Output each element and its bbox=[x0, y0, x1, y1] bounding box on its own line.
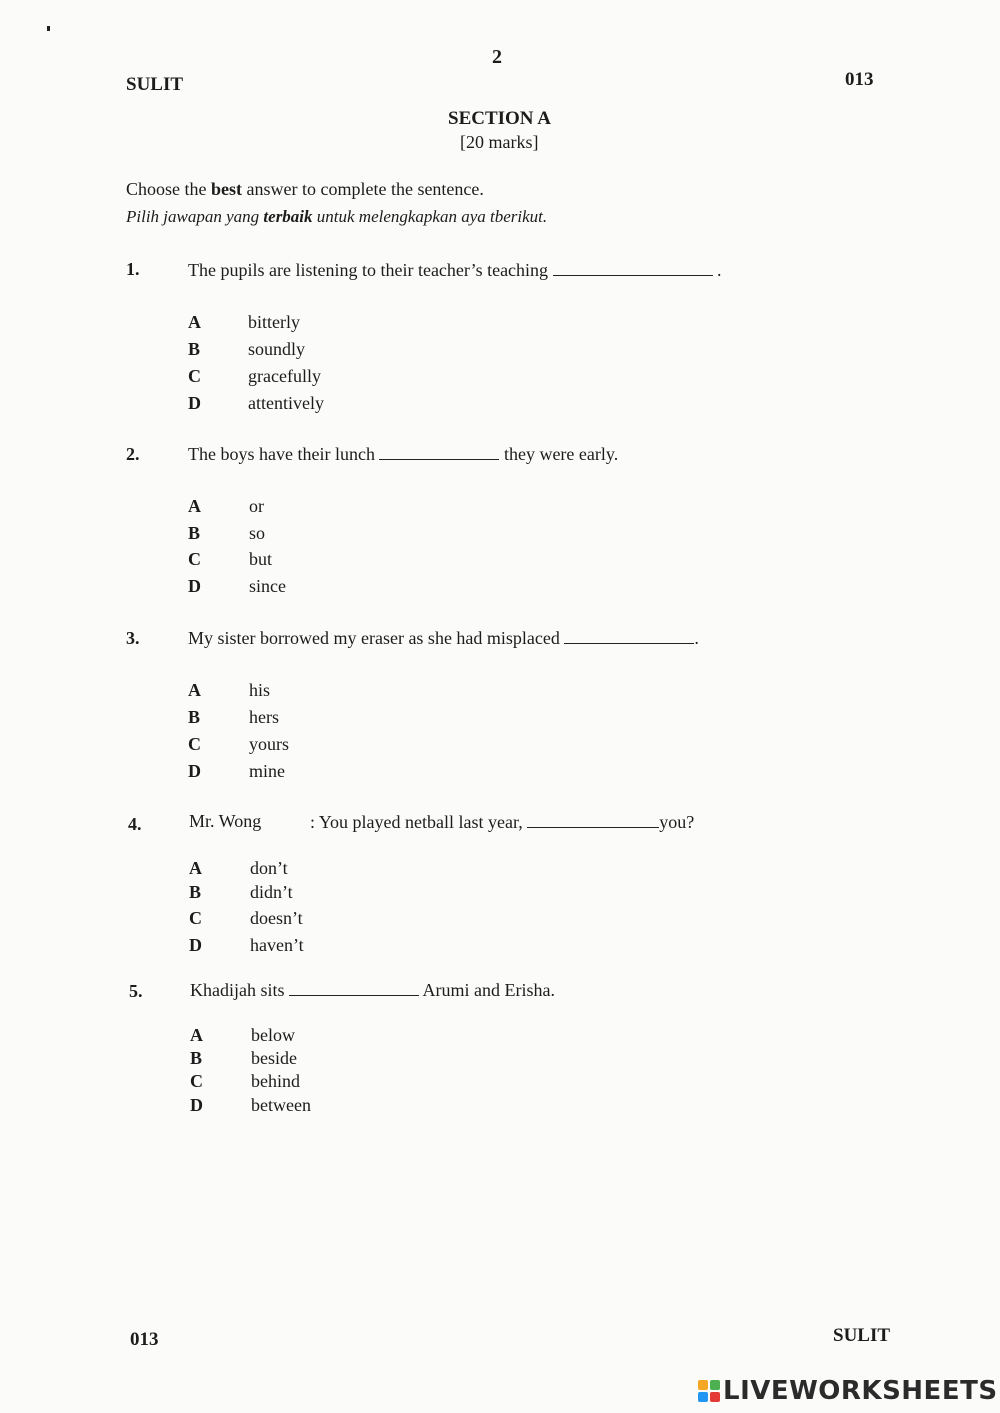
question-4-number: 4. bbox=[128, 814, 142, 834]
question-1-number: 1. bbox=[126, 259, 140, 279]
question-2-number: 2. bbox=[126, 444, 140, 464]
question-1-option-text[interactable]: gracefully bbox=[248, 366, 321, 386]
question-4-option-letter[interactable]: B bbox=[189, 882, 202, 902]
question-3-option-text[interactable]: mine bbox=[249, 761, 285, 781]
question-5-option-letter[interactable]: C bbox=[190, 1071, 203, 1091]
question-4-option-letter[interactable]: D bbox=[189, 935, 202, 955]
question-1-option-letter[interactable]: C bbox=[188, 366, 201, 386]
question-5-option-text[interactable]: behind bbox=[251, 1071, 300, 1091]
question-2-option-text[interactable]: since bbox=[249, 576, 286, 596]
answer-blank[interactable] bbox=[379, 441, 499, 460]
question-5-option-text[interactable]: below bbox=[251, 1025, 295, 1045]
header-left-label: SULIT bbox=[126, 74, 184, 95]
question-2-option-letter[interactable]: D bbox=[188, 576, 201, 596]
question-5-option-text[interactable]: between bbox=[251, 1095, 311, 1115]
question-1-option-letter[interactable]: D bbox=[188, 393, 201, 413]
question-5-option-letter[interactable]: D bbox=[190, 1095, 203, 1115]
section-marks: [20 marks] bbox=[460, 132, 539, 152]
question-4-option-text[interactable]: don’t bbox=[250, 858, 288, 878]
question-2-option-letter[interactable]: B bbox=[188, 523, 201, 543]
question-5-option-text[interactable]: beside bbox=[251, 1048, 297, 1068]
page-number: 2 bbox=[492, 46, 502, 68]
instruction-english: Choose the best answer to complete the sentence. bbox=[126, 179, 484, 199]
question-3-option-text[interactable]: yours bbox=[249, 734, 289, 754]
header-right-code: 013 bbox=[845, 69, 874, 90]
question-1-text: The pupils are listening to their teacher’s teaching . bbox=[188, 257, 722, 281]
question-3-option-text[interactable]: hers bbox=[249, 707, 279, 727]
question-2-option-text[interactable]: but bbox=[249, 549, 273, 569]
question-5-option-letter[interactable]: A bbox=[190, 1025, 203, 1045]
question-1-option-text[interactable]: bitterly bbox=[248, 312, 300, 332]
question-1-option-letter[interactable]: A bbox=[188, 312, 201, 332]
answer-blank[interactable] bbox=[289, 977, 419, 996]
question-2-text: The boys have their lunch they were early. bbox=[188, 441, 618, 465]
question-5-text: Khadijah sits Arumi and Erisha. bbox=[190, 977, 555, 1001]
logo-square bbox=[710, 1380, 720, 1390]
scan-speck bbox=[47, 26, 50, 31]
question-3-option-letter[interactable]: D bbox=[188, 761, 201, 781]
question-1-option-text[interactable]: attentively bbox=[248, 393, 324, 413]
watermark-text: LIVEWORKSHEETS bbox=[723, 1376, 998, 1406]
instruction-malay: Pilih jawapan yang terbaik untuk melengkapkan aya tberikut. bbox=[126, 207, 548, 226]
question-5-option-letter[interactable]: B bbox=[190, 1048, 203, 1068]
liveworksheets-logo-icon bbox=[698, 1380, 720, 1402]
question-2-option-letter[interactable]: A bbox=[188, 496, 201, 516]
question-2-option-text[interactable]: or bbox=[249, 496, 264, 516]
question-4-speaker: Mr. Wong bbox=[189, 811, 262, 831]
question-3-option-letter[interactable]: C bbox=[188, 734, 201, 754]
question-1-option-text[interactable]: soundly bbox=[248, 339, 306, 359]
logo-square bbox=[710, 1392, 720, 1402]
liveworksheets-watermark[interactable] bbox=[698, 1376, 998, 1406]
question-4-text: : You played netball last year, you? bbox=[310, 809, 694, 833]
question-3-option-letter[interactable]: B bbox=[188, 707, 201, 727]
question-3-number: 3. bbox=[126, 628, 140, 648]
question-3-option-letter[interactable]: A bbox=[188, 680, 201, 700]
question-4-option-text[interactable]: haven’t bbox=[250, 935, 304, 955]
question-4-option-text[interactable]: doesn’t bbox=[250, 908, 303, 928]
question-2-option-letter[interactable]: C bbox=[188, 549, 201, 569]
answer-blank[interactable] bbox=[564, 625, 694, 644]
answer-blank[interactable] bbox=[553, 257, 713, 276]
logo-square bbox=[698, 1380, 708, 1390]
section-title: SECTION A bbox=[448, 108, 551, 129]
question-4-option-text[interactable]: didn’t bbox=[250, 882, 293, 902]
question-3-option-text[interactable]: his bbox=[249, 680, 271, 700]
question-4-option-letter[interactable]: C bbox=[189, 908, 202, 928]
question-1-option-letter[interactable]: B bbox=[188, 339, 201, 359]
question-4-option-letter[interactable]: A bbox=[189, 858, 202, 878]
question-5-number: 5. bbox=[129, 981, 143, 1001]
footer-right-label: SULIT bbox=[833, 1325, 891, 1346]
question-3-text: My sister borrowed my eraser as she had misplaced . bbox=[188, 625, 699, 649]
question-2-option-text[interactable]: so bbox=[249, 523, 266, 543]
logo-square bbox=[698, 1392, 708, 1402]
footer-left-code: 013 bbox=[130, 1329, 159, 1350]
answer-blank[interactable] bbox=[527, 809, 659, 828]
